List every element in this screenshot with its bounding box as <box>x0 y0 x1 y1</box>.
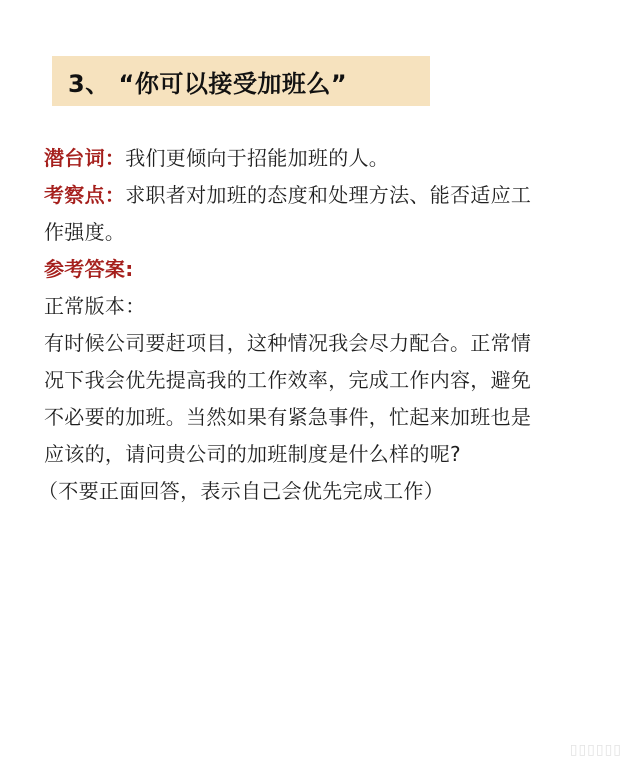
focus-text-1: 求职者对加班的态度和处理方法、能否适应工 <box>125 183 532 207</box>
answer-line-3: 不必要的加班。当然如果有紧急事件，忙起来加班也是 <box>44 405 532 429</box>
subtext-text: 我们更倾向于招能加班的人。 <box>125 146 390 170</box>
title-banner <box>52 56 430 106</box>
subtext-line <box>44 140 604 177</box>
article-body <box>38 140 604 510</box>
answer-line-2: 况下我会优先提高我的工作效率，完成工作内容，避免 <box>44 368 532 392</box>
focus-line <box>44 177 604 214</box>
subtext-label: 潜台词： <box>44 146 126 170</box>
answer-note: （不要正面回答，表示自己会优先完成工作） <box>38 479 444 503</box>
answer-line-4: 应该的，请问贵公司的加班制度是什么样的呢? <box>44 442 461 466</box>
watermark: ▯▯▯▯▯▯ <box>569 742 622 758</box>
focus-line-2: 作强度。 <box>44 220 126 244</box>
page-title: 3、 “你可以接受加班么” <box>68 69 348 98</box>
answer-version: 正常版本： <box>44 294 146 318</box>
answer-line-1: 有时候公司要赶项目，这种情况我会尽力配合。正常情 <box>44 331 532 355</box>
focus-label: 考察点： <box>44 183 126 207</box>
answer-label: 参考答案: <box>44 257 134 281</box>
